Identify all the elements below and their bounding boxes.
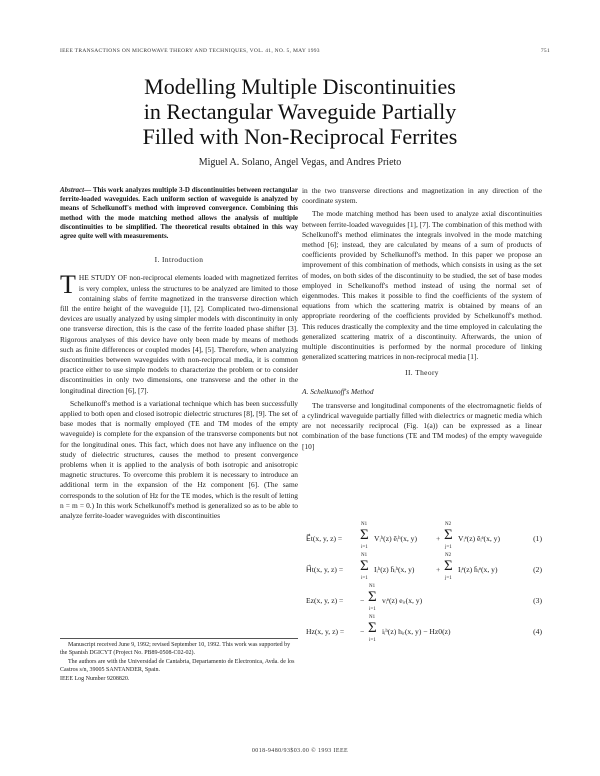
footnote-affiliation: The authors are with the Universidad de Cantabria, Departamento de Electronica, Avda. de los Castros s/n, 39005 SANTANDER, Spain. xyxy=(60,659,295,673)
right-paragraph-3: The transverse and longitudinal components of the electromagnetic fields of a cylindrical waveguide partially filled with dielectrics or magnetic media which are not necessarily reciprocal (Fig. 1(a)) can be expressed as a linear combination of the base functions (TE and TM modes) of the empty waveguide [10] xyxy=(302,400,542,451)
equation-2-term-1: Iᵢʰ(z) h̄ᵢʰ(x, y) xyxy=(374,565,415,574)
footnote xyxy=(60,638,298,686)
sum-upper: N2 xyxy=(445,522,452,527)
footnote-manuscript: Manuscript received June 9, 1992; revised September 10, 1992. This work was supported by the Spanish DGICYT (Project No. PB89-0508-C02-02). xyxy=(60,642,291,656)
sum-symbol: Σ xyxy=(360,527,369,543)
copyright-code: 0018-9480/93$03.00 © 1993 IEEE xyxy=(251,748,349,754)
sum-upper: N1 xyxy=(369,584,376,589)
journal-header: IEEE TRANSACTIONS ON MICROWAVE THEORY AND TECHNIQUES, VOL. 41, NO. 5, MAY 1993 xyxy=(60,48,320,54)
sum-lower: i=1 xyxy=(361,576,368,581)
sum-symbol: Σ xyxy=(368,620,377,636)
abstract-label: Abstract xyxy=(60,186,85,194)
equation-3-operator: − xyxy=(360,596,365,605)
sum-lower: j=1 xyxy=(445,545,452,550)
sum-lower: j=1 xyxy=(445,576,452,581)
title-line-2: in Rectangular Waveguide Partially xyxy=(143,99,457,124)
sum-lower: i=1 xyxy=(361,545,368,550)
equation-2-number: (2) xyxy=(533,565,542,574)
drop-cap: T xyxy=(60,270,76,300)
section-heading-introduction: I. Introduction xyxy=(154,255,204,265)
equation-1 xyxy=(302,522,542,550)
equation-3 xyxy=(302,584,542,612)
sum-upper: N1 xyxy=(361,522,368,527)
equation-4-operator: − xyxy=(360,627,365,636)
intro-paragraph-2: Schelkunoff's method is a variational technique which has been successfully applied to both open and closed isotropic dielectric structures [8], [9]. The set of base modes that is normally employed (TE and TM modes of the empty waveguide) is complete for the expansion of the transverse components but not for the longitudinal ones. This fact, which does not have any influence on the study of dielectric structures, causes the method to present convergence problems when it is applied to the analysis of both isotropic and anisotropic magnetic structures. To overcome this problem it is necessary to introduce an additional term in the expansion of the Hz component [6]. (The same corresponds to the solution of Hz for the TE modes, which is the result of letting n = m = 0.) In this work Schelkunoff's method is generalized so as to be able to analyze ferrite-loader waveguides with discontinuities xyxy=(60,398,298,521)
equations-block xyxy=(302,522,542,652)
sum-upper: N1 xyxy=(361,553,368,558)
equation-3-lhs: Ez(x, y, z) = xyxy=(306,596,344,605)
sum-symbol: Σ xyxy=(444,558,453,574)
abstract xyxy=(60,186,298,241)
authors: Miguel A. Solano, Angel Vegas, and Andres Prieto xyxy=(198,157,402,168)
sum-lower: i=1 xyxy=(369,638,376,643)
equation-1-number: (1) xyxy=(533,534,542,543)
equation-1-operator: + xyxy=(436,534,441,543)
footnote-log-number: IEEE Log Number 9208820. xyxy=(60,676,130,683)
sum-upper: N1 xyxy=(369,615,376,620)
intro-paragraph-1-text: HE STUDY OF non-reciprocal elements loaded with magnetized ferrites is very complex, unless the structures to be analyzed are limited to those containing slabs of ferrite magnetized in the transverse direction which fill the entire height of the waveguide [1], [2]. Complicated two-dimensional devices are usually analyzed by using simpler models with discontinuity in only one transverse direction, this is the case of the ferrite loaded phase shifter [3]. Rigorous analyses of this device have only been made by means of methods such as finite differences or coupled modes [4], [5]. Therefore, when analyzing discontinuities between waveguides with non-reciprocal media, it is common practice either to use simple models to characterize the problem or to consider discontinuities in only two dimensions, one transverse and the other in the longitudinal direction [6], [7]. xyxy=(60,273,298,395)
title-line-3: Filled with Non-Reciprocal Ferrites xyxy=(142,124,458,149)
equation-3-number: (3) xyxy=(533,596,542,605)
title-line-1: Modelling Multiple Discontinuities xyxy=(144,74,456,99)
page-number: 751 xyxy=(540,48,550,54)
equation-4-lhs: Hz(x, y, z) = xyxy=(306,627,345,636)
equation-1-lhs: E⃗t(x, y, z) = xyxy=(306,534,343,543)
equation-2-lhs: H⃗t(x, y, z) = xyxy=(306,565,344,574)
sum-symbol: Σ xyxy=(444,527,453,543)
intro-paragraph-1 xyxy=(60,270,298,395)
equation-2 xyxy=(302,553,542,581)
sum-lower: i=1 xyxy=(369,607,376,612)
equation-4-number: (4) xyxy=(533,627,542,636)
subsection-heading: A. Schelkunoff's Method xyxy=(302,386,374,396)
equation-2-term-2: Iᵢᵉ(z) h̄ᵢᵉ(x, y) xyxy=(458,565,498,574)
paper-title xyxy=(60,74,540,149)
abstract-text: — This work analyzes multiple 3-D discontinuities between rectangular ferrite-loaded waveguides. Each uniform section of waveguide is analyzed by means of Schelkunoff's method with improved convergence. Combining this method with the mode matching method allows the analysis of multiple discontinuities to be simplified. The theoretical results obtained in this way agree quite well with measurements. xyxy=(60,186,298,241)
equation-3-term: vᵢᵉ(z) eᵢᵣ(x, y) xyxy=(382,596,423,605)
equation-1-term-1: Vᵢʰ(z) ēᵢʰ(x, y) xyxy=(374,534,417,543)
right-paragraph-1: in the two transverse directions and magnetization in any direction of the coordinate system. xyxy=(302,186,542,206)
equation-2-operator: + xyxy=(436,565,441,574)
right-paragraph-2: The mode matching method has been used to analyze axial discontinuities between ferrite-loaded waveguides [1], [7]. The combination of this method with Schelkunoff's method eliminates the integrals involved in the mode matching method [6]; instead, they are calculated by means of a sum of products of coefficients provided by Schelkunoff's method. In this paper we propose an improvement of this combination of methods, which consists in using as the set of modes, on both sides of the discontinuity to be studied, the set of base modes employed in Schelkunoff's method instead of using the normal set of eigenmodes. This makes it possible to find the coefficients of the system of equations from which the scattering matrix is obtained by means of an appropriate reordering of the coefficients provided by Schelkunoff's method. This reduces drastically the complexity and the time employed in calculating the generalized scattering matrix of a discontinuity. Afterwards, the union of multiple discontinuities is performed by the normal procedure of linking generalized scattering matrices in non-reciprocal media [1]. xyxy=(302,209,542,362)
sum-symbol: Σ xyxy=(368,589,377,605)
sum-symbol: Σ xyxy=(360,558,369,574)
sum-upper: N2 xyxy=(445,553,452,558)
equation-4-term: iᵢʰ(z) hᵢᵣ(x, y) − Hz0(z) xyxy=(382,627,451,636)
running-head xyxy=(60,48,550,54)
section-heading-theory: II. Theory xyxy=(405,368,439,378)
left-column xyxy=(60,186,298,524)
equation-4 xyxy=(302,615,542,643)
right-column xyxy=(302,186,542,455)
equation-1-term-2: Vᵢᵉ(z) ēᵢᵉ(x, y) xyxy=(458,534,501,543)
